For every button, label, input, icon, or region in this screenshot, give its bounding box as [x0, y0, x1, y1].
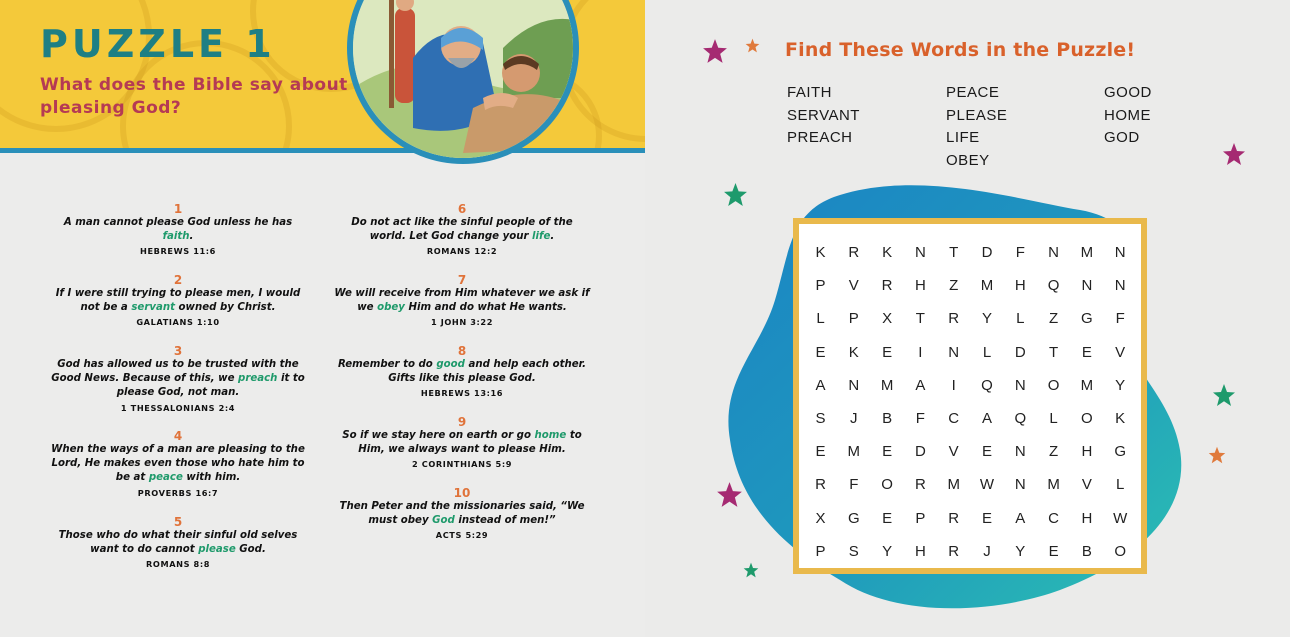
verse-reference: ROMANS 8:8 — [145, 559, 211, 570]
grid-letter[interactable]: L — [816, 310, 825, 328]
grid-letter[interactable]: N — [1014, 476, 1026, 494]
grid-letter[interactable]: E — [981, 443, 992, 461]
grid-letter[interactable]: X — [815, 509, 826, 527]
grid-letter[interactable]: T — [915, 310, 925, 328]
grid-letter[interactable]: Y — [1115, 376, 1126, 394]
grid-letter[interactable]: T — [949, 244, 959, 261]
grid-letter[interactable]: H — [1014, 277, 1026, 295]
verse-reference: ACTS 5:29 — [435, 530, 489, 541]
verse-text-part: We will receive from Him whatever we ask if we — [334, 288, 590, 314]
verse-text-part: . — [550, 231, 555, 243]
grid-letter[interactable]: E — [882, 443, 893, 461]
star-icon — [702, 38, 728, 64]
grid-letter[interactable]: R — [815, 476, 826, 494]
grid-letter[interactable]: H — [914, 542, 926, 560]
verse-item — [48, 515, 308, 571]
grid-letter[interactable]: L — [1049, 410, 1058, 427]
verse-item — [48, 273, 308, 329]
grid-letter[interactable]: R — [948, 310, 960, 328]
grid-letter[interactable]: F — [1115, 310, 1125, 328]
grid-letter[interactable]: E — [815, 343, 826, 361]
grid-letter[interactable]: Z — [1049, 443, 1059, 461]
grid-letter[interactable]: V — [1081, 476, 1092, 494]
verse-number: 10 — [453, 486, 471, 500]
grid-letter[interactable]: P — [848, 310, 859, 328]
grid-letter[interactable]: X — [882, 310, 893, 328]
grid-row — [799, 270, 1141, 302]
grid-letter[interactable]: L — [1116, 476, 1125, 494]
grid-letter[interactable]: O — [1114, 542, 1127, 560]
keyword-god: God — [432, 515, 455, 527]
verse-text-part: . — [189, 231, 194, 243]
grid-letter[interactable]: M — [1080, 376, 1094, 394]
grid-letter[interactable]: Z — [949, 277, 959, 295]
grid-letter[interactable]: P — [915, 509, 926, 527]
word-list-item: LIFE — [946, 129, 980, 146]
verse-number: 1 — [173, 202, 183, 216]
grid-letter[interactable]: G — [847, 509, 860, 527]
word-list-item: PREACH — [787, 129, 853, 146]
grid-letter[interactable]: N — [1014, 443, 1026, 461]
verse-text-part: to Him, we always want to please Him. — [358, 430, 582, 456]
grid-letter[interactable]: E — [882, 343, 893, 361]
grid-letter[interactable]: S — [848, 542, 859, 560]
grid-letter[interactable]: G — [1081, 310, 1093, 328]
verse-reference: GALATIANS 1:10 — [136, 317, 220, 328]
keyword-life: life — [532, 231, 551, 243]
grid-letter[interactable]: D — [1014, 343, 1026, 361]
grid-letter[interactable]: D — [914, 443, 926, 461]
keyword-faith: faith — [162, 231, 190, 243]
word-list-column — [1104, 82, 1224, 150]
star-icon — [1222, 142, 1246, 166]
verse-item — [332, 273, 592, 329]
verse-number: 4 — [173, 429, 183, 443]
grid-letter[interactable]: N — [1048, 244, 1060, 261]
verse-text-part: If I were still trying to please men, I would not be a — [55, 288, 301, 314]
verse-reference: PROVERBS 16:7 — [137, 487, 219, 498]
verse-text-part: it to please God, not man. — [116, 373, 305, 399]
verse-text — [332, 429, 592, 457]
verse-reference: 1 JOHN 3:22 — [430, 317, 494, 328]
word-search-grid — [793, 218, 1147, 574]
grid-letter[interactable]: E — [981, 509, 992, 527]
verse-text — [48, 216, 308, 244]
keyword-please: please — [198, 544, 236, 556]
grid-letter[interactable]: H — [1081, 443, 1093, 461]
grid-letter[interactable]: N — [914, 244, 926, 261]
grid-letter[interactable]: N — [1081, 277, 1093, 295]
grid-letter[interactable]: N — [848, 376, 860, 394]
grid-letter[interactable]: V — [848, 277, 859, 295]
grid-letter[interactable]: E — [1048, 542, 1059, 560]
grid-letter[interactable]: P — [815, 542, 826, 560]
verse-text — [332, 500, 592, 528]
grid-letter[interactable]: K — [882, 244, 893, 261]
verse-item — [332, 202, 592, 258]
verse-item — [48, 429, 308, 500]
grid-letter[interactable]: Y — [1015, 542, 1026, 560]
grid-letter[interactable]: E — [882, 509, 893, 527]
grid-letter[interactable]: C — [948, 410, 960, 427]
verse-text-part: When the ways of a man are pleasing to the Lord, He makes even those who hate him to be at — [51, 444, 305, 484]
word-list-item: SERVANT — [787, 106, 860, 124]
word-list-item: GOD — [1104, 129, 1140, 146]
verse-text — [48, 443, 308, 486]
grid-letter[interactable]: Q — [1014, 410, 1027, 427]
verse-reference: ROMANS 12:2 — [426, 246, 498, 257]
grid-letter[interactable]: W — [1113, 509, 1128, 527]
verse-item — [48, 344, 308, 415]
grid-row — [799, 536, 1141, 568]
grid-letter[interactable]: F — [915, 410, 925, 427]
star-icon — [1212, 383, 1236, 407]
grid-letter[interactable]: K — [815, 244, 826, 261]
grid-letter[interactable]: S — [815, 410, 826, 427]
verse-text-part: So if we stay here on earth or go — [342, 430, 535, 441]
verse-number: 8 — [457, 344, 467, 358]
word-list-item: GOOD — [1104, 84, 1152, 101]
verse-number: 6 — [457, 202, 467, 216]
grid-row — [799, 303, 1141, 335]
grid-letter[interactable]: H — [914, 277, 926, 295]
grid-letter[interactable]: R — [948, 542, 960, 560]
verse-text — [332, 358, 592, 386]
grid-letter[interactable]: O — [881, 476, 893, 494]
grid-letter[interactable]: M — [1080, 244, 1094, 261]
verse-item — [332, 344, 592, 400]
verse-text-part: A man cannot please God unless he has — [63, 217, 293, 228]
grid-letter[interactable]: V — [948, 443, 959, 461]
verse-text-part: Remember to do — [337, 359, 437, 370]
grid-letter[interactable]: H — [1081, 509, 1093, 527]
verse-text-part: with him. — [182, 472, 241, 484]
grid-letter[interactable]: R — [948, 509, 960, 527]
grid-letter[interactable]: P — [815, 277, 826, 295]
keyword-good: good — [436, 359, 465, 370]
word-list-item: HOME — [1104, 106, 1151, 124]
grid-letter[interactable]: T — [1049, 343, 1059, 361]
grid-letter[interactable]: I — [951, 376, 956, 394]
grid-letter[interactable]: J — [983, 542, 991, 560]
verse-text — [48, 358, 308, 401]
word-list-item: PEACE — [946, 84, 1000, 101]
grid-letter[interactable]: R — [848, 244, 860, 261]
verse-item — [48, 202, 308, 258]
grid-letter[interactable]: R — [914, 476, 926, 494]
word-list-item: OBEY — [946, 151, 990, 169]
verse-text-part: owned by Christ. — [174, 302, 276, 314]
grid-letter[interactable]: O — [1047, 376, 1060, 394]
grid-letter[interactable]: E — [1081, 343, 1092, 361]
star-icon — [745, 38, 760, 53]
verse-text — [48, 529, 308, 557]
grid-letter[interactable]: F — [849, 476, 859, 494]
grid-letter[interactable]: N — [948, 343, 960, 361]
grid-row — [799, 403, 1141, 435]
grid-letter[interactable]: F — [1015, 244, 1025, 261]
verse-item — [332, 415, 592, 471]
grid-letter[interactable]: L — [982, 343, 992, 361]
grid-row — [799, 370, 1141, 402]
grid-letter[interactable]: M — [980, 277, 994, 295]
verse-number: 9 — [457, 415, 467, 429]
grid-letter[interactable]: D — [981, 244, 993, 261]
keyword-home: home — [534, 430, 567, 441]
verse-number: 7 — [457, 273, 467, 287]
verse-text — [48, 287, 308, 315]
verse-text-part: Him and do what He wants. — [404, 302, 567, 314]
grid-letter[interactable]: B — [1081, 542, 1092, 560]
puzzle-title: PUZZLE 1 — [40, 22, 276, 66]
grid-letter[interactable]: A — [981, 410, 992, 427]
word-list-column — [946, 82, 1066, 172]
grid-letter[interactable]: I — [918, 343, 923, 361]
grid-letter[interactable]: V — [1115, 343, 1126, 361]
verse-item — [332, 486, 592, 542]
grid-letter[interactable]: Y — [981, 310, 992, 328]
word-list-item: FAITH — [787, 84, 833, 101]
grid-letter[interactable]: K — [848, 343, 859, 361]
grid-letter[interactable]: C — [1048, 509, 1060, 527]
verse-reference: HEBREWS 11:6 — [140, 246, 216, 257]
grid-letter[interactable]: Q — [981, 376, 993, 394]
grid-letter[interactable]: N — [1114, 277, 1126, 295]
grid-letter[interactable]: O — [1081, 410, 1093, 427]
verse-reference: 2 CORINTHIANS 5:9 — [411, 459, 512, 470]
verse-text-part: Do not act like the sinful people of the world. Let God change your — [351, 217, 573, 243]
verse-text-part: Then Peter and the missionaries said, “We must obey — [339, 501, 585, 527]
puzzle-question: What does the Bible say about pleasing God? — [40, 75, 348, 118]
grid-letter[interactable]: Y — [882, 542, 893, 560]
verse-text-part: God has allowed us to be trusted with the Good News. Because of this, we — [51, 359, 299, 385]
verse-number: 3 — [173, 344, 183, 358]
word-list-column — [787, 82, 907, 150]
grid-letter[interactable]: A — [815, 376, 826, 394]
verse-text — [332, 216, 592, 244]
grid-letter[interactable]: A — [1015, 509, 1026, 527]
verse-reference: 1 THESSALONIANS 2:4 — [120, 402, 236, 413]
grid-letter[interactable]: N — [1014, 376, 1026, 394]
grid-letter[interactable]: W — [979, 476, 995, 494]
verse-reference: HEBREWS 13:16 — [420, 388, 504, 399]
find-words-title: Find These Words in the Puzzle! — [785, 39, 1136, 61]
grid-letter[interactable]: M — [947, 476, 960, 494]
grid-letter[interactable]: L — [1016, 310, 1025, 328]
verse-text-part: Those who do what their sinful old selves want to do cannot — [58, 530, 298, 556]
keyword-obey: obey — [377, 302, 405, 314]
keyword-peace: peace — [148, 472, 183, 484]
grid-letter[interactable]: M — [1047, 476, 1060, 494]
verse-text-part: and help each other. Gifts like this please God. — [388, 359, 587, 385]
grid-row — [799, 503, 1141, 535]
verse-text-part: God. — [235, 544, 266, 556]
grid-letter[interactable]: B — [882, 410, 893, 427]
grid-letter[interactable]: Q — [1047, 277, 1060, 295]
grid-letter[interactable]: R — [881, 277, 893, 295]
grid-letter[interactable]: G — [1114, 443, 1127, 461]
grid-letter[interactable]: J — [850, 410, 858, 427]
grid-row — [799, 469, 1141, 501]
grid-letter[interactable]: M — [847, 443, 861, 461]
grid-letter[interactable]: N — [1114, 244, 1126, 261]
star-icon — [1208, 446, 1226, 464]
grid-row — [799, 337, 1141, 369]
grid-row — [799, 237, 1141, 269]
grid-row — [799, 436, 1141, 468]
keyword-preach: preach — [238, 373, 278, 385]
verse-number: 5 — [173, 515, 183, 529]
grid-letter[interactable]: E — [815, 443, 826, 461]
grid-letter[interactable]: Z — [1049, 310, 1059, 328]
keyword-servant: servant — [131, 302, 175, 314]
grid-letter[interactable]: A — [915, 376, 926, 394]
verse-number: 2 — [173, 273, 183, 287]
word-list-item: PLEASE — [946, 106, 1008, 124]
grid-letter[interactable]: M — [880, 376, 894, 394]
grid-letter[interactable]: K — [1115, 410, 1126, 427]
verse-text-part: instead of men!” — [454, 515, 556, 527]
verse-text — [332, 287, 592, 315]
